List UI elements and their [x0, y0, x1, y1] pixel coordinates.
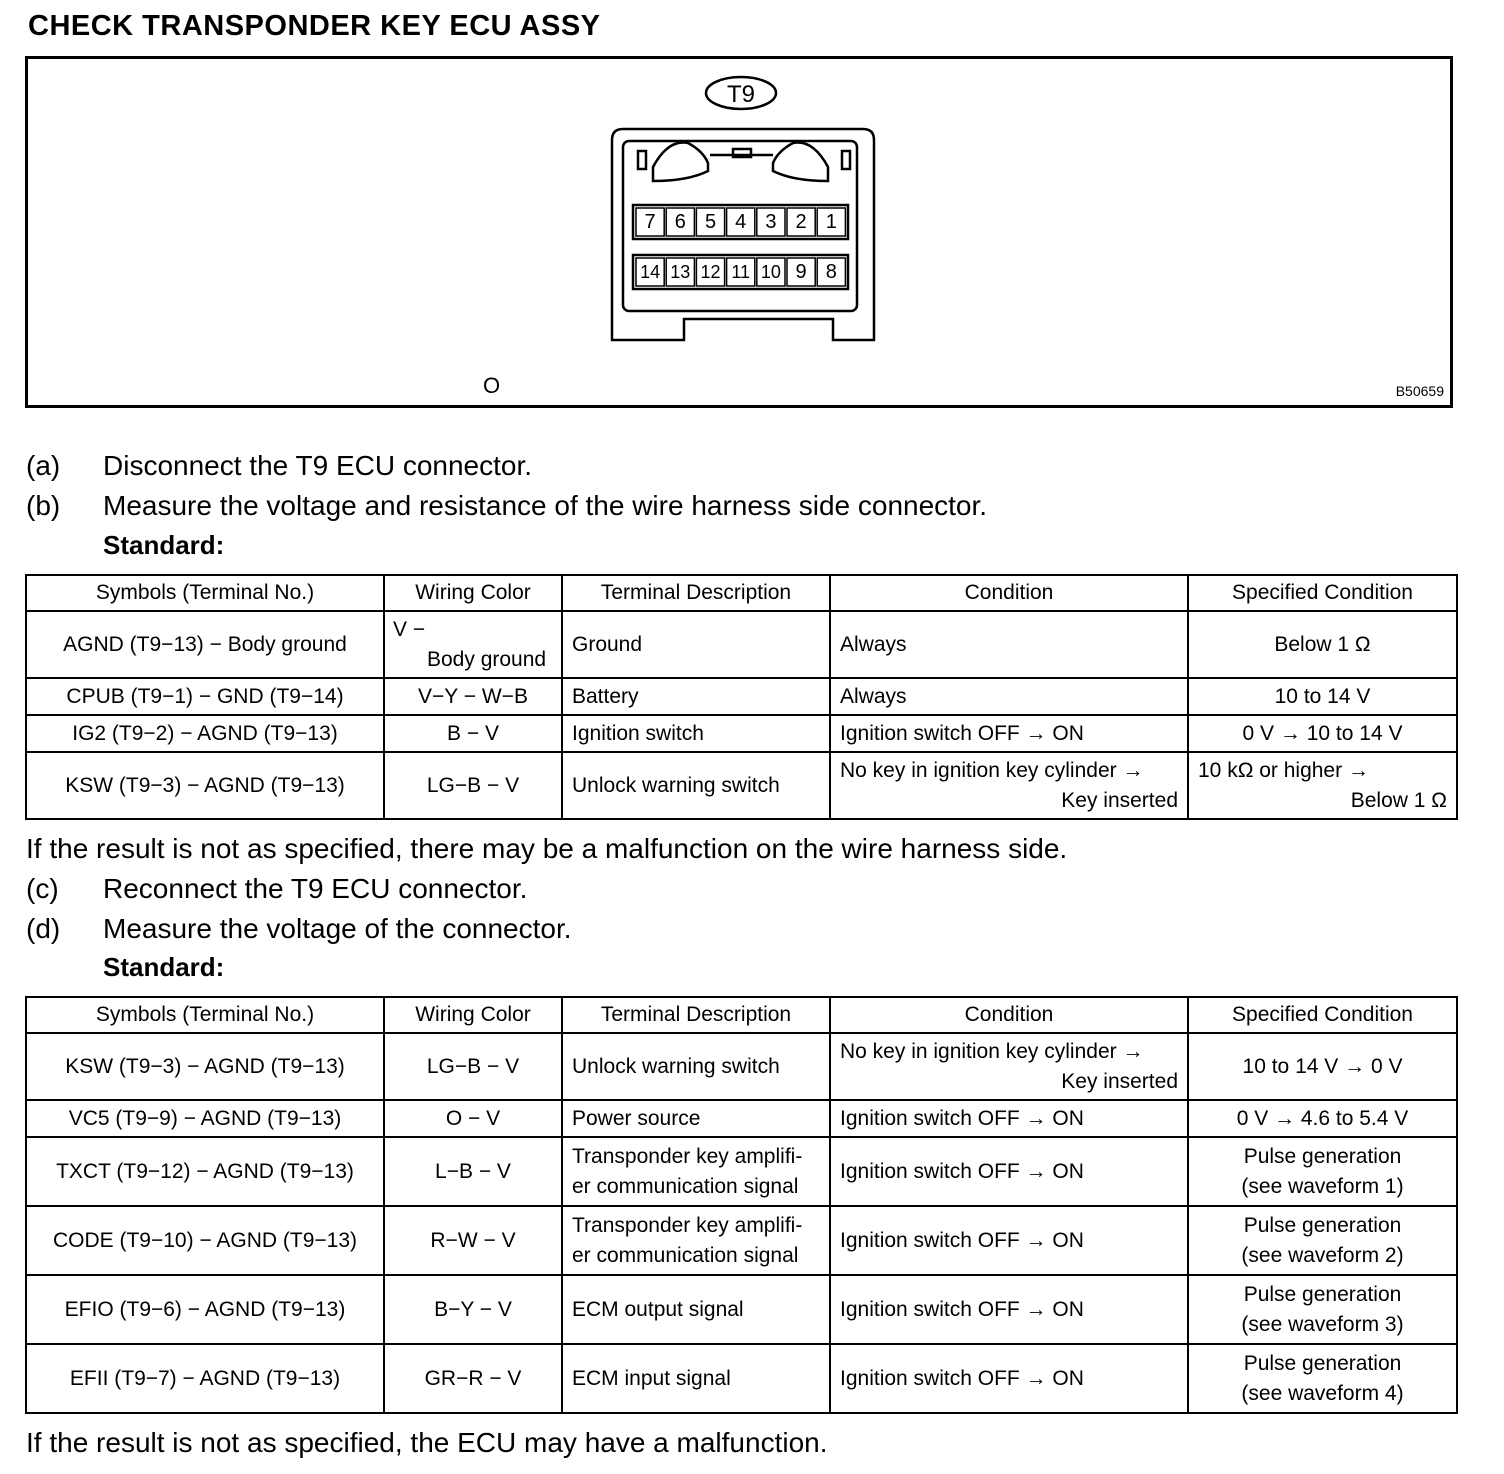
cell-condition: No key in ignition key cylinder → Key inserted: [830, 752, 1188, 819]
latch-right: [773, 143, 828, 182]
cell-description: Ground: [562, 611, 830, 678]
lock-tab: [733, 149, 751, 157]
top-pin-6: 6: [674, 211, 686, 233]
cell-wiring-color: LG−B − V: [384, 1033, 562, 1100]
bottom-pin-13: 13: [670, 262, 691, 282]
bottom-pin-14: 14: [640, 262, 661, 282]
cell-wiring-color: GR−R − V: [384, 1344, 562, 1413]
key-right: [842, 151, 850, 169]
cell-spec: 0 V → 10 to 14 V: [1188, 715, 1457, 752]
step-a-text: Disconnect the T9 ECU connector.: [103, 450, 533, 481]
cell-description: Transponder key amplifi- er communication signal: [562, 1206, 830, 1275]
step-c-label: (c): [26, 873, 59, 904]
cell-symbol: IG2 (T9−2) − AGND (T9−13): [26, 715, 384, 752]
result-note-1: If the result is not as specified, there may be a malfunction on the wire harness side.: [26, 833, 1068, 864]
cell-wiring-color: V − Body ground: [384, 611, 562, 678]
cell-spec: Pulse generation (see waveform 4): [1188, 1344, 1457, 1413]
step-a: [26, 450, 532, 482]
step-b: [26, 490, 987, 522]
step-b-text: Measure the voltage and resistance of the wire harness side connector.: [103, 490, 988, 521]
table-header-row: [26, 575, 1457, 611]
bottom-pin-10: 10: [760, 262, 781, 282]
cell-symbol: CODE (T9−10) − AGND (T9−13): [26, 1206, 384, 1275]
cell-description: Transponder key amplifi- er communication signal: [562, 1137, 830, 1206]
table-row: [26, 752, 1457, 819]
table-header-row: [26, 997, 1457, 1033]
cell-condition: Ignition switch OFF → ON: [830, 1100, 1188, 1137]
header-condition: Condition: [830, 575, 1188, 611]
cell-description: Unlock warning switch: [562, 752, 830, 819]
cell-symbol: KSW (T9−3) − AGND (T9−13): [26, 752, 384, 819]
top-pin-1: 1: [825, 211, 837, 233]
table-row: [26, 611, 1457, 678]
marker-o: O: [483, 373, 501, 398]
standard-table-2: [25, 996, 1458, 1414]
top-pin-5: 5: [704, 211, 717, 233]
connector-label: T9: [726, 81, 756, 108]
cell-description: Unlock warning switch: [562, 1033, 830, 1100]
latch-left: [653, 143, 708, 182]
step-b-label: (b): [26, 490, 61, 521]
cell-spec: 0 V → 4.6 to 5.4 V: [1188, 1100, 1457, 1137]
bottom-pin-11: 11: [731, 262, 751, 282]
table-row: [26, 678, 1457, 715]
cell-description: Ignition switch: [562, 715, 830, 752]
cell-description: ECM output signal: [562, 1275, 830, 1344]
table-row: [26, 1137, 1457, 1206]
cell-description: Power source: [562, 1100, 830, 1137]
top-pin-2: 2: [795, 211, 807, 233]
cell-condition: Ignition switch OFF → ON: [830, 1275, 1188, 1344]
standard-label-1: Standard:: [103, 530, 225, 560]
standard-label-2: Standard:: [103, 952, 225, 982]
table-row: [26, 1344, 1457, 1413]
top-pin-4: 4: [735, 211, 747, 233]
key-left: [638, 151, 646, 169]
step-c: [26, 873, 527, 905]
header-wiring-color: Wiring Color: [384, 997, 562, 1033]
cell-symbol: CPUB (T9−1) − GND (T9−14): [26, 678, 384, 715]
table-row: [26, 1206, 1457, 1275]
step-c-text: Reconnect the T9 ECU connector.: [103, 873, 528, 904]
connector-drawing: [28, 59, 1450, 405]
header-condition: Condition: [830, 997, 1188, 1033]
header-specified-condition: Specified Condition: [1188, 997, 1457, 1033]
header-wiring-color: Wiring Color: [384, 575, 562, 611]
figure-code: B50659: [1395, 383, 1444, 399]
header-terminal-description: Terminal Description: [562, 575, 830, 611]
cell-symbol: TXCT (T9−12) − AGND (T9−13): [26, 1137, 384, 1206]
cell-wiring-color: B−Y − V: [384, 1275, 562, 1344]
standard-table-1: [25, 574, 1458, 820]
cell-symbol: EFII (T9−7) − AGND (T9−13): [26, 1344, 384, 1413]
cell-description: Battery: [562, 678, 830, 715]
table-row: [26, 715, 1457, 752]
cell-condition: Ignition switch OFF → ON: [830, 1206, 1188, 1275]
step-a-label: (a): [26, 450, 61, 481]
cell-wiring-color: V−Y − W−B: [384, 678, 562, 715]
cell-wiring-color: B − V: [384, 715, 562, 752]
cell-condition: Always: [830, 611, 1188, 678]
page-title: CHECK TRANSPONDER KEY ECU ASSY: [28, 10, 601, 42]
table-row: [26, 1275, 1457, 1344]
cell-symbol: EFIO (T9−6) − AGND (T9−13): [26, 1275, 384, 1344]
top-pin-3: 3: [765, 211, 777, 233]
cell-condition: Always: [830, 678, 1188, 715]
header-specified-condition: Specified Condition: [1188, 575, 1457, 611]
cell-symbol: AGND (T9−13) − Body ground: [26, 611, 384, 678]
cell-condition: Ignition switch OFF → ON: [830, 1137, 1188, 1206]
result-note-2: If the result is not as specified, the ECU may have a malfunction.: [26, 1427, 828, 1458]
bottom-pin-9: 9: [795, 261, 807, 283]
step-d-label: (d): [26, 913, 61, 944]
top-pin-7: 7: [644, 211, 656, 233]
step-d: [26, 913, 572, 945]
cell-symbol: VC5 (T9−9) − AGND (T9−13): [26, 1100, 384, 1137]
cell-spec: Pulse generation (see waveform 1): [1188, 1137, 1457, 1206]
cell-wiring-color: LG−B − V: [384, 752, 562, 819]
cell-description: ECM input signal: [562, 1344, 830, 1413]
cell-spec: Below 1 Ω: [1188, 611, 1457, 678]
table-row: [26, 1033, 1457, 1100]
connector-body: [612, 129, 874, 340]
bottom-pin-8: 8: [825, 261, 837, 283]
bottom-pin-12: 12: [700, 262, 721, 282]
cell-condition: Ignition switch OFF → ON: [830, 1344, 1188, 1413]
header-terminal-description: Terminal Description: [562, 997, 830, 1033]
connector-figure: [25, 56, 1453, 408]
cell-spec: 10 kΩ or higher → Below 1 Ω: [1188, 752, 1457, 819]
cell-condition: Ignition switch OFF → ON: [830, 715, 1188, 752]
header-symbols: Symbols (Terminal No.): [26, 997, 384, 1033]
cell-symbol: KSW (T9−3) − AGND (T9−13): [26, 1033, 384, 1100]
header-symbols: Symbols (Terminal No.): [26, 575, 384, 611]
table-row: [26, 1100, 1457, 1137]
cell-spec: Pulse generation (see waveform 3): [1188, 1275, 1457, 1344]
cell-wiring-color: R−W − V: [384, 1206, 562, 1275]
step-d-text: Measure the voltage of the connector.: [103, 913, 572, 944]
cell-condition: No key in ignition key cylinder → Key inserted: [830, 1033, 1188, 1100]
cell-wiring-color: O − V: [384, 1100, 562, 1137]
cell-spec: 10 to 14 V → 0 V: [1188, 1033, 1457, 1100]
cell-wiring-color: L−B − V: [384, 1137, 562, 1206]
cell-spec: Pulse generation (see waveform 2): [1188, 1206, 1457, 1275]
cell-spec: 10 to 14 V: [1188, 678, 1457, 715]
